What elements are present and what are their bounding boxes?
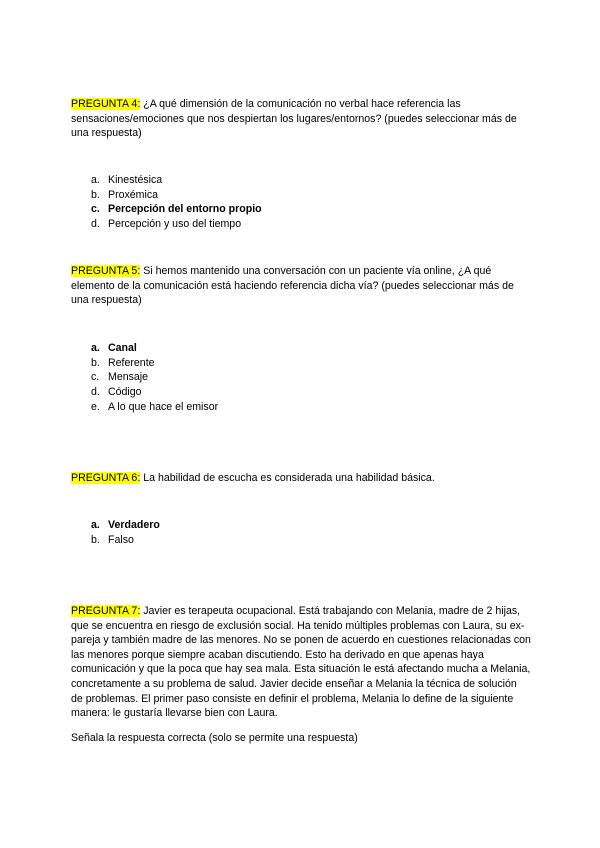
answer-option — [91, 533, 160, 548]
option-letter: b. — [91, 533, 100, 546]
question-text: Javier es terapeuta ocupacional. Está trabajando con Melania, madre de 2 hijas, que se encuentra en riesgo de exclusión social. Ha tenido múltiples problemas con Laura, su ex-pareja y también madre de las menores. No se ponen de acuerdo en cuestiones relacionadas con las menores porque siempre acaban discutiendo. Esto ha derivado en que apenas haya comunicación y que la poca que hay sea mala. Esta situación le está afectando mucha a Melania, concretamente a su problema de salud. Javier decide enseñar a Melania la técnica de solución de problemas. El primer paso consiste en definir el problema, Melania lo define de la siguiente manera: le gustaría llevarse bien con Laura. — [71, 605, 531, 720]
option-letter: a. — [91, 174, 100, 186]
option-letter: d. — [91, 218, 100, 231]
question-4 — [71, 97, 531, 141]
instruction-text: Señala la respuesta correcta (solo se permite una respuesta) — [71, 732, 358, 744]
question-label: PREGUNTA 4: — [71, 98, 141, 110]
question-label: PREGUNTA 6: — [71, 472, 141, 484]
answer-option-correct — [91, 202, 262, 217]
option-text: Referente — [108, 356, 155, 369]
answer-list — [91, 518, 160, 547]
answer-option-correct — [91, 518, 160, 533]
answer-option — [91, 188, 262, 203]
question-7 — [71, 604, 531, 721]
question-label: PREGUNTA 7: — [71, 605, 141, 617]
option-text: Percepción y uso del tiempo — [108, 218, 242, 231]
option-letter: c. — [91, 371, 100, 384]
question-5 — [71, 264, 531, 308]
option-letter: a. — [91, 519, 100, 531]
question-label: PREGUNTA 5: — [71, 265, 141, 277]
question-text: La habilidad de escucha es considerada una habilidad básica. — [140, 472, 435, 484]
answer-option — [91, 173, 262, 188]
answer-option — [91, 400, 218, 415]
question-text: ¿A qué dimensión de la comunicación no verbal hace referencia las sensaciones/emociones que nos despiertan los lugares/entornos? (puedes seleccionar más de una respuesta) — [71, 98, 517, 140]
option-text: Verdadero — [108, 519, 160, 531]
option-letter: e. — [91, 400, 100, 413]
answer-list — [91, 341, 218, 414]
answer-option — [91, 385, 218, 400]
option-letter: b. — [91, 356, 100, 369]
question-text: Si hemos mantenido una conversación con un paciente vía online, ¿A qué elemento de la comunicación está haciendo referencia dicha vía? (puedes seleccionar más de una respuesta) — [71, 265, 514, 307]
option-text: Proxémica — [108, 188, 159, 201]
option-text: Mensaje — [108, 371, 149, 384]
option-text: Kinestésica — [108, 174, 163, 186]
question-6 — [71, 471, 531, 486]
option-text: A lo que hace el emisor — [108, 400, 219, 413]
option-text: Falso — [108, 533, 134, 546]
option-letter: a. — [91, 342, 100, 354]
option-text: Canal — [108, 342, 137, 354]
answer-option — [91, 217, 262, 232]
option-letter: c. — [91, 203, 100, 216]
answer-list — [91, 173, 262, 232]
answer-option-correct — [91, 341, 218, 356]
option-letter: d. — [91, 386, 100, 399]
option-letter: b. — [91, 188, 100, 201]
answer-option — [91, 370, 218, 385]
option-text: Código — [108, 386, 142, 399]
answer-option — [91, 356, 218, 371]
option-text: Percepción del entorno propio — [108, 203, 262, 216]
